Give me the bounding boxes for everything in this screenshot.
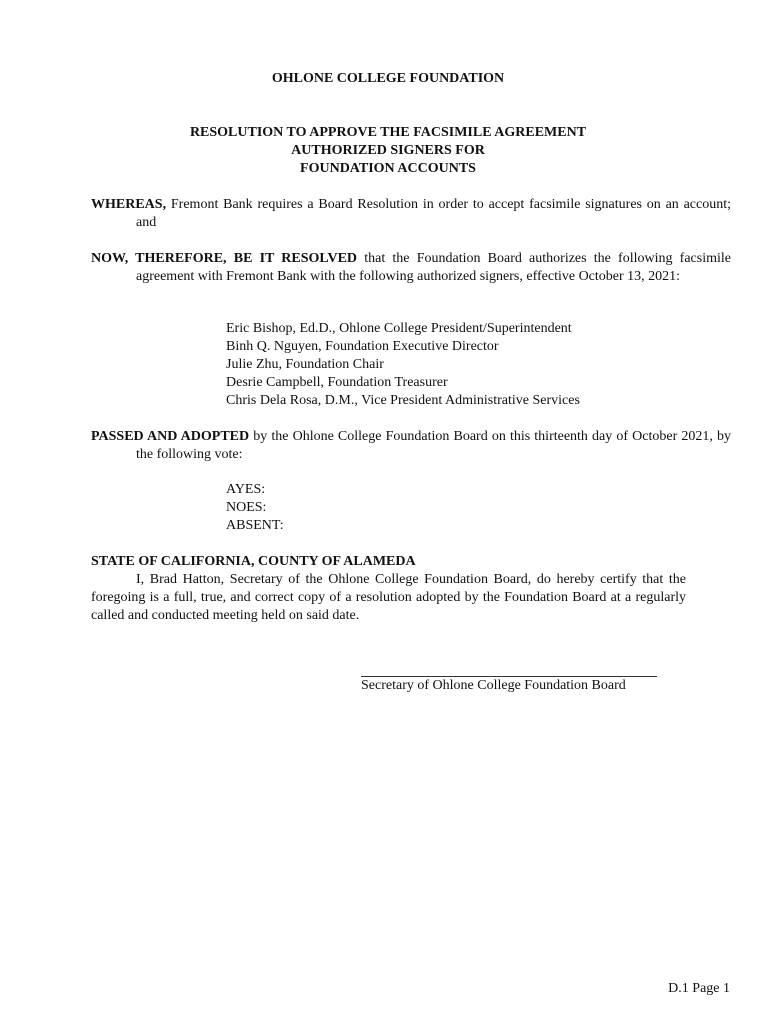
vote-ayes: AYES: <box>226 482 266 497</box>
passed-text: by the Ohlone College Foundation Board on this thirteenth day of October 2021, by the following vote: <box>136 429 731 462</box>
page-number: D.1 Page 1 <box>668 981 730 996</box>
whereas-text: Fremont Bank requires a Board Resolution in order to accept facsimile signatures on an account; and <box>136 197 732 230</box>
whereas-paragraph <box>91 196 731 232</box>
certification-heading: STATE OF CALIFORNIA, COUNTY OF ALAMEDA <box>91 554 416 569</box>
passed-adopted-paragraph <box>91 428 731 464</box>
certification-paragraph: I, Brad Hatton, Secretary of the Ohlone College Foundation Board, do hereby certify that the foregoing is a full, true, and correct copy of a resolution adopted by the Foundation Board at a regularly called and conducted meeting held on said date. <box>91 572 686 623</box>
resolved-lead: NOW, THEREFORE, BE IT RESOLVED <box>91 251 358 266</box>
vote-tally <box>226 481 284 535</box>
signer-item: Eric Bishop, Ed.D., Ohlone College President/Superintendent <box>226 321 572 336</box>
signer-item: Chris Dela Rosa, D.M., Vice President Administrative Services <box>226 393 580 408</box>
signer-item: Desrie Campbell, Foundation Treasurer <box>226 375 448 390</box>
resolution-title-line-2: AUTHORIZED SIGNERS FOR <box>291 143 485 158</box>
resolution-title-line-3: FOUNDATION ACCOUNTS <box>300 161 476 176</box>
authorized-signers-list <box>226 320 686 410</box>
resolved-text: that the Foundation Board authorizes the following facsimile agreement with Fremont Bank with the following authorized signers, effective October 13, 2021: <box>136 251 731 284</box>
organization-title: OHLONE COLLEGE FOUNDATION <box>271 71 505 86</box>
signature-caption: Secretary of Ohlone College Foundation Board <box>361 678 626 693</box>
whereas-lead: WHEREAS, <box>91 197 167 212</box>
resolved-paragraph <box>91 250 731 286</box>
resolution-title-line-1: RESOLUTION TO APPROVE THE FACSIMILE AGREEMENT <box>189 125 587 140</box>
passed-lead: PASSED AND ADOPTED <box>91 429 250 444</box>
signer-item: Julie Zhu, Foundation Chair <box>226 357 384 372</box>
vote-noes: NOES: <box>226 500 267 515</box>
resolution-title <box>0 124 770 178</box>
signer-item: Binh Q. Nguyen, Foundation Executive Director <box>226 339 499 354</box>
vote-absent: ABSENT: <box>226 518 284 533</box>
